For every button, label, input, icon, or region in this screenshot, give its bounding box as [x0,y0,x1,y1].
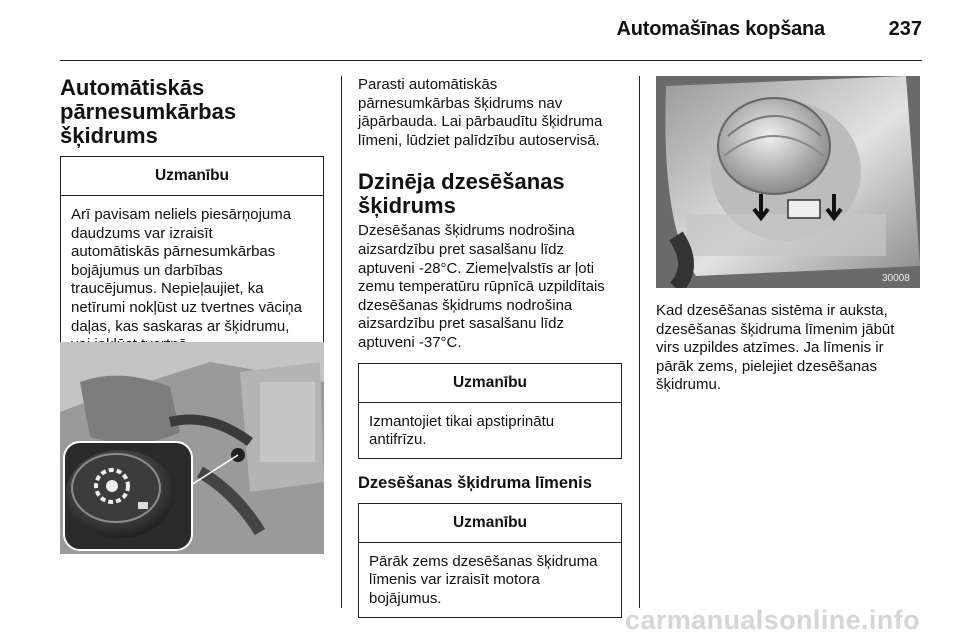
column-3 [656,76,920,395]
coolant-protection-text: Dzesēšanas šķidrums nodrošina aizsardzību pret sasalšanu līdz aptuveni -28°C. Ziemeļvalstīs ar ļoti zemu temperatūru rūpnīcā uzpildītais dzesēšanas šķidrums nodrošina aizsardzību pret sasalšanu līdz aptuveni -37°C. [358,222,605,351]
warning-title: Uzmanību [452,373,528,391]
warning-text: Pārāk zems dzesēšanas šķidruma līmenis var izraisīt motora bojājumus. [369,552,598,607]
warning-box [60,156,324,364]
warning-text: Arī pavisam neliels piesārņojuma daudzums var izraisīt automātiskās pārnesumkārbas bojājumus un darbības traucējumus. Nepieļaujiet, ka netīrumi nokļūst uz tvertnes vāciņa daļas, kas saskaras ar šķidrumu, [71,206,302,335]
subheading-coolant-level: Dzesēšanas šķidruma līmenis [358,473,592,492]
coolant-level-text: Kad dzesēšanas sistēma ir auksta, dzesēšanas šķidruma līmenim jābūt virs uzpildes atzīmes. Ja līmenis ir pārāk zems, pielejiet dzesēšanas šķidrumu. [656,302,895,394]
figure-code: 30008 [882,273,910,284]
transmission-cap-photo [60,342,324,554]
manual-symbol-icon [788,200,820,218]
column-divider [639,76,640,608]
warning-title: Uzmanību [154,167,230,184]
section-heading-transmission-fluid: Automātiskās pārnesumkārbas šķidrums [60,75,237,148]
column-1 [60,76,324,364]
warning-text: Izmantojiet tikai apstiprinātu antifrīzu. [369,412,555,449]
coolant-reservoir-photo [656,76,920,288]
column-2 [358,76,622,618]
warning-box-antifreeze [358,363,622,459]
engine-bay-illustration [60,342,324,554]
warning-title: Uzmanību [452,513,528,531]
page-number: 237 [888,18,922,40]
column-divider [341,76,342,608]
watermark-text: carmanualsonline.info [625,605,920,635]
section-heading-engine-coolant: Dzinēja dzesēšanas šķidrums [358,169,565,219]
coolant-tank-illustration [656,76,920,288]
header-rule [60,60,922,61]
transmission-fluid-text: Parasti automātiskās pārnesumkārbas šķidrums nav jāpārbauda. Lai pārbaudītu šķidruma līmeni, lūdziet palīdzību autoservisā. [358,76,603,149]
warning-box-coolant-level [358,503,622,618]
page-header-title: Automašīnas kopšana [616,18,825,40]
